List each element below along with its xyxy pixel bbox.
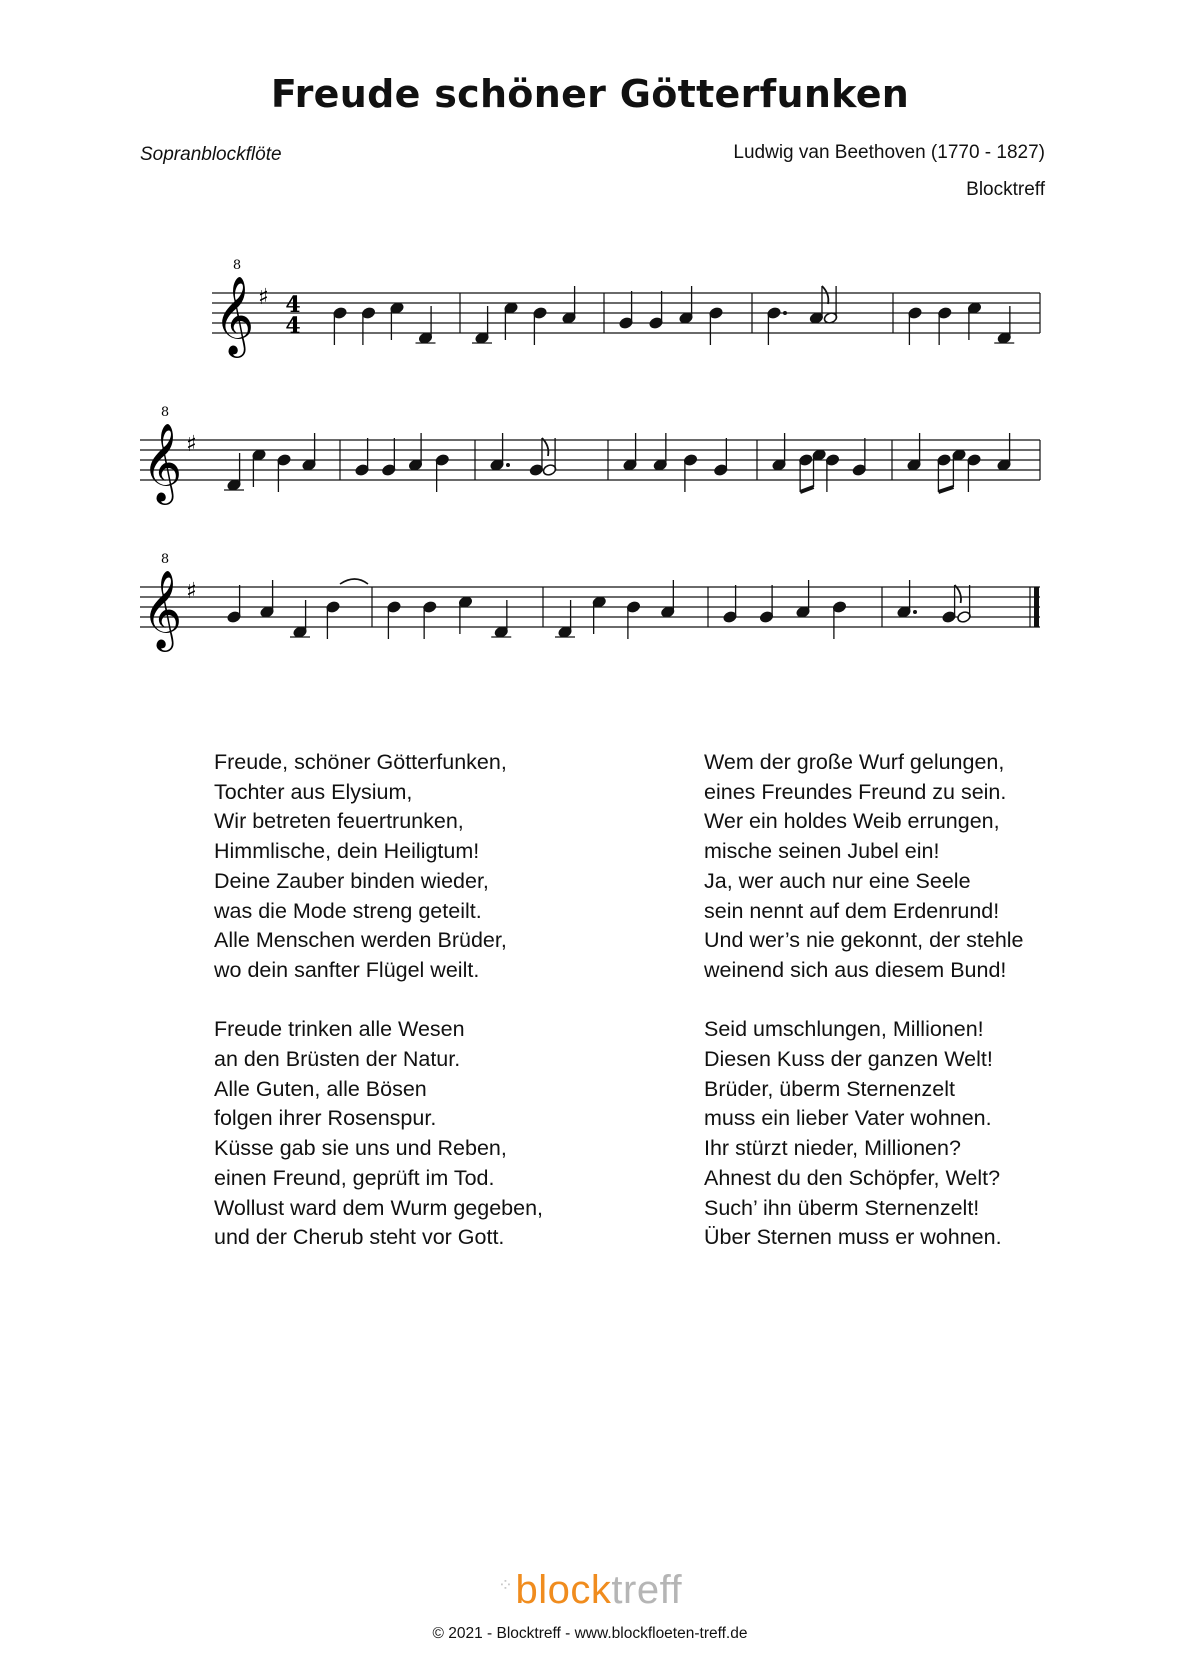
clef-octave-mark: 8	[160, 552, 170, 567]
lyrics-right-column	[704, 748, 1024, 1283]
lyric-line: einen Freund, geprüft im Tod.	[214, 1165, 495, 1190]
dot	[783, 311, 787, 315]
arranger-label: Blocktreff	[966, 179, 1045, 200]
page-title: Freude schöner Götterfunken	[270, 72, 910, 116]
lyric-line: muss ein lieber Vater wohnen.	[704, 1106, 992, 1131]
lyric-line: Wollust ward dem Wurm gegeben,	[214, 1195, 544, 1220]
footer-copyright: © 2021 - Blocktreff - www.blockfloeten-treff.de	[432, 1625, 748, 1642]
music-staff-system-3	[0, 534, 1180, 654]
composer-label: Ludwig van Beethoven (1770 - 1827)	[733, 142, 1045, 163]
time-signature-top: 4	[285, 292, 301, 318]
lyric-line: Such’ ihn überm Sternenzelt!	[704, 1195, 980, 1220]
lyric-line: folgen ihrer Rosenspur.	[214, 1106, 437, 1131]
lyric-line: Brüder, überm Sternenzelt	[704, 1076, 955, 1101]
lyric-line: an den Brüsten der Natur.	[214, 1047, 461, 1072]
lyrics-left-column	[214, 748, 543, 1283]
blocktreff-logo	[0, 1568, 1180, 1613]
lyric-line: Ihr stürzt nieder, Millionen?	[704, 1136, 961, 1161]
lyric-line: Ahnest du den Schöpfer, Welt?	[704, 1165, 1001, 1190]
staff-lines	[140, 440, 1040, 480]
stanza-3	[704, 748, 1024, 986]
system-2-notes	[224, 433, 1040, 492]
lyric-line: Diesen Kuss der ganzen Welt!	[704, 1047, 993, 1072]
dot	[506, 463, 510, 467]
lyric-line: Ja, wer auch nur eine Seele	[704, 868, 971, 893]
stanza-1	[214, 748, 543, 986]
tie-arc	[340, 579, 368, 584]
lyric-line: Deine Zauber binden wieder,	[214, 868, 489, 893]
music-staff-system-2	[0, 387, 1180, 507]
time-signature-bottom: 4	[285, 313, 301, 339]
lyric-line: Alle Guten, alle Bösen	[214, 1076, 427, 1101]
lyric-line: Über Sternen muss er wohnen.	[704, 1225, 1002, 1250]
dot	[913, 610, 917, 614]
lyric-line: mische seinen Jubel ein!	[704, 839, 940, 864]
lyric-line: sein nennt auf dem Erdenrund!	[704, 898, 1000, 923]
key-signature-sharp-icon: ♯	[258, 285, 269, 310]
lyric-line: Alle Menschen werden Brüder,	[214, 928, 507, 953]
clef-octave-mark: 8	[232, 258, 242, 273]
flag	[542, 438, 548, 456]
instrument-label: Sopranblockflöte	[140, 144, 282, 165]
lyric-line: Wir betreten feuertrunken,	[214, 809, 464, 834]
lyric-line: Freude, schöner Götterfunken,	[214, 750, 507, 774]
logo-dots-icon: ⁘	[497, 1575, 514, 1595]
lyric-line: Tochter aus Elysium,	[214, 779, 413, 804]
clef-octave-mark: 8	[160, 405, 170, 420]
lyric-line: Wer ein holdes Weib errungen,	[704, 809, 1000, 834]
flag	[822, 286, 828, 304]
stanza-2	[214, 1015, 543, 1253]
flag	[955, 585, 961, 603]
treble-clef-icon: 𝄞	[142, 570, 183, 649]
system-3-notes	[227, 580, 1039, 639]
stanza-4	[704, 1015, 1024, 1253]
music-staff-system-1	[0, 240, 1180, 360]
lyric-line: Seid umschlungen, Millionen!	[704, 1017, 984, 1042]
treble-clef-icon: 𝄞	[142, 423, 183, 502]
lyric-line: Freude trinken alle Wesen	[214, 1017, 465, 1042]
logo-text-block: block	[515, 1568, 612, 1612]
lyric-line: Und wer’s nie gekonnt, der stehle	[704, 928, 1024, 953]
lyric-line: weinend sich aus diesem Bund!	[704, 957, 1007, 982]
key-signature-sharp-icon: ♯	[186, 579, 197, 604]
system-1-notes	[333, 286, 1040, 345]
lyric-line: Wem der große Wurf gelungen,	[704, 750, 1005, 774]
lyric-line: eines Freundes Freund zu sein.	[704, 779, 1007, 804]
treble-clef-icon: 𝄞	[214, 276, 255, 355]
final-barline	[1034, 587, 1039, 627]
beam	[800, 487, 813, 492]
beam	[938, 487, 953, 492]
lyric-line: wo dein sanfter Flügel weilt.	[214, 957, 480, 982]
lyric-line: und der Cherub steht vor Gott.	[214, 1225, 505, 1250]
lyric-line: Küsse gab sie uns und Reben,	[214, 1136, 507, 1161]
key-signature-sharp-icon: ♯	[186, 432, 197, 457]
logo-text-treff: treff	[611, 1568, 683, 1612]
lyric-line: was die Mode streng geteilt.	[214, 898, 482, 923]
lyric-line: Himmlische, dein Heiligtum!	[214, 839, 480, 864]
